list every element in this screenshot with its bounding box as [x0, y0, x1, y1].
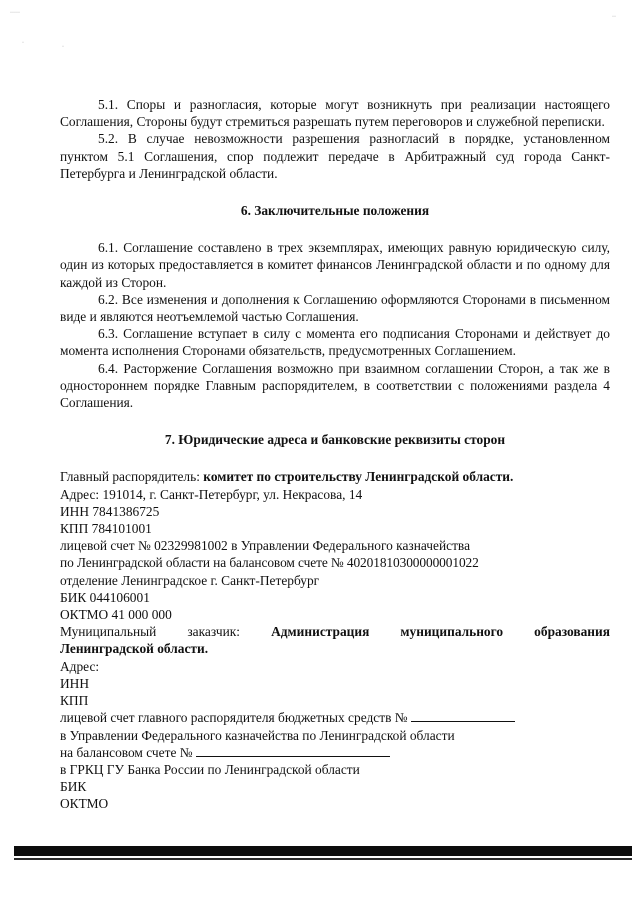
chief-kpp: КПП 784101001	[60, 521, 152, 537]
municipal-name-continued: Ленинградской области.	[60, 641, 209, 657]
chief-administrator-label: Главный распорядитель:	[60, 469, 204, 485]
chief-bik: БИК 044106001	[60, 589, 150, 605]
paragraph-5-2: 5.2. В случае невозможности разрешения разногласий в порядке, установленном пунктом 5.1 Соглашения, спор подлежит передаче в Арбитражный суд города Санкт-Петербурга и Ленинградской области.	[60, 131, 610, 181]
section-6-title: 6. Заключительные положения	[240, 203, 430, 219]
section-7-title: 7. Юридические адреса и банковские реквизиты сторон	[164, 432, 506, 448]
requisites-block	[60, 468, 610, 812]
municipal-name-1: Администрация	[271, 624, 370, 640]
blank-field	[196, 744, 390, 757]
municipal-name-2: муниципального	[400, 624, 504, 640]
municipal-inn: ИНН	[60, 675, 90, 691]
scan-edge-bar	[14, 846, 632, 856]
municipal-bank: в ГРКЦ ГУ Банка России по Ленинградской области	[60, 761, 360, 777]
chief-address: Адрес: 191014, г. Санкт-Петербург, ул. Некрасова, 14	[60, 486, 363, 502]
municipal-name-3: образования	[534, 624, 610, 640]
document-page: ····· · · ·· 5.1. Споры и разногласия, которые могут возникнуть при реализации настоящего Соглашения, Стороны будут стремиться разрешать путем переговоров и служебной переписки. 5.2. В случае невозможности разрешения разногласий в порядке, установленном пунктом 5.1 Соглашения, спор подлежит передаче в Арбитражный суд города Санкт-Петербурга и Ленинградской области. 6. Заключительные положения 6.1. Соглашение составлено в трех экземплярах, имеющих равную юридическую силу, один из которых предоставляется в комитет финансов Ленинградской области и по одному для каждой из Сторон. 6.2. Все изменения и дополнения к Соглашению оформляются Сторонами в письменном виде и являются неотъемлемой частью Соглашения. 6.3. Соглашение вступает в силу с момента его подписания Сторонами и действует до момента исполнения Сторонами обязательств, предусмотренных Соглашением. 6.4. Расторжение Соглашения возможно при взаимном соглашении Сторон, а так же в одностороннем порядке Главным распорядителем, в соответствии с положениями раздела 4 Соглашения. 7. Юридические адреса и банковские реквизиты сторон Главный распорядитель: комитет по строительству Ленинградской области. Адрес: 191014, г. Санкт-Петербург, ул. Некрасова, 14 ИНН 7841386725 КПП 784101001 лицевой счет № 02329981002 в Управлении Федерального казначейства по Ленинградской области на балансовом счете № 40201810300000001022 отделение Ленинградское г. Санкт-Петербург БИК 044106001 ОКТМО 41 000 000 Муниципальный заказчик: Администрация муниципального образования Ленинградской области. Адрес: ИНН КПП лицевой счет главного распорядителя бюджетных средств № в Управлении Федерального казначейства по Ленинградской области на балансовом счете № в ГРКЦ ГУ Банка России по Ленинградской области БИК ОКТМО	[0, 0, 640, 905]
paragraph-6-1: 6.1. Соглашение составлено в трех экземплярах, имеющих равную юридическую силу, один из которых предоставляется в комитет финансов Ленинградской области и по одному для каждой из Сторон.	[60, 240, 610, 290]
paragraph-6-3: 6.3. Соглашение вступает в силу с момента его подписания Сторонами и действует до момента исполнения Сторонами обязательств, предусмотренных Соглашением.	[60, 326, 610, 359]
document-body	[60, 96, 610, 813]
chief-administrator-line	[60, 468, 610, 485]
chief-oktmo: ОКТМО 41 000 000	[60, 607, 172, 623]
municipal-oktmo: ОКТМО	[60, 796, 109, 812]
municipal-bik: БИК	[60, 779, 87, 795]
paragraph-6-2: 6.2. Все изменения и дополнения к Соглашению оформляются Сторонами в письменном виде и являются неотъемлемой частью Соглашения.	[60, 291, 610, 325]
municipal-kpp: КПП	[60, 693, 89, 709]
municipal-address: Адрес:	[60, 658, 100, 674]
chief-branch: отделение Ленинградское г. Санкт-Петербург	[60, 572, 320, 588]
scan-edge-line	[14, 858, 632, 860]
paragraph-5-1: 5.1. Споры и разногласия, которые могут возникнуть при реализации настоящего Соглашения, Стороны будут стремиться разрешать путем переговоров и служебной переписки.	[60, 97, 610, 130]
chief-account-line-1: лицевой счет № 02329981002 в Управлении Федерального казначейства	[60, 538, 471, 554]
paragraph-6-4: 6.4. Расторжение Соглашения возможно при взаимном соглашении Сторон, а так же в одностороннем порядке Главным распорядителем, в соответствии с положениями раздела 4 Соглашения.	[60, 360, 610, 411]
municipal-account-line-3: на балансовом счете №	[60, 744, 610, 761]
municipal-customer-line	[60, 623, 610, 640]
municipal-account-line-2: в Управлении Федерального казначейства по Ленинградской области	[60, 727, 455, 743]
chief-administrator-name: комитет по строительству Ленинградской области.	[203, 469, 514, 485]
blank-field	[411, 709, 515, 722]
chief-inn: ИНН 7841386725	[60, 503, 160, 519]
municipal-account-line-1: лицевой счет главного распорядителя бюджетных средств №	[60, 709, 610, 726]
chief-account-line-2: по Ленинградской области на балансовом счете № 40201810300000001022	[60, 555, 479, 571]
municipal-label-2: заказчик:	[187, 624, 241, 640]
municipal-label-1: Муниципальный	[60, 624, 157, 640]
